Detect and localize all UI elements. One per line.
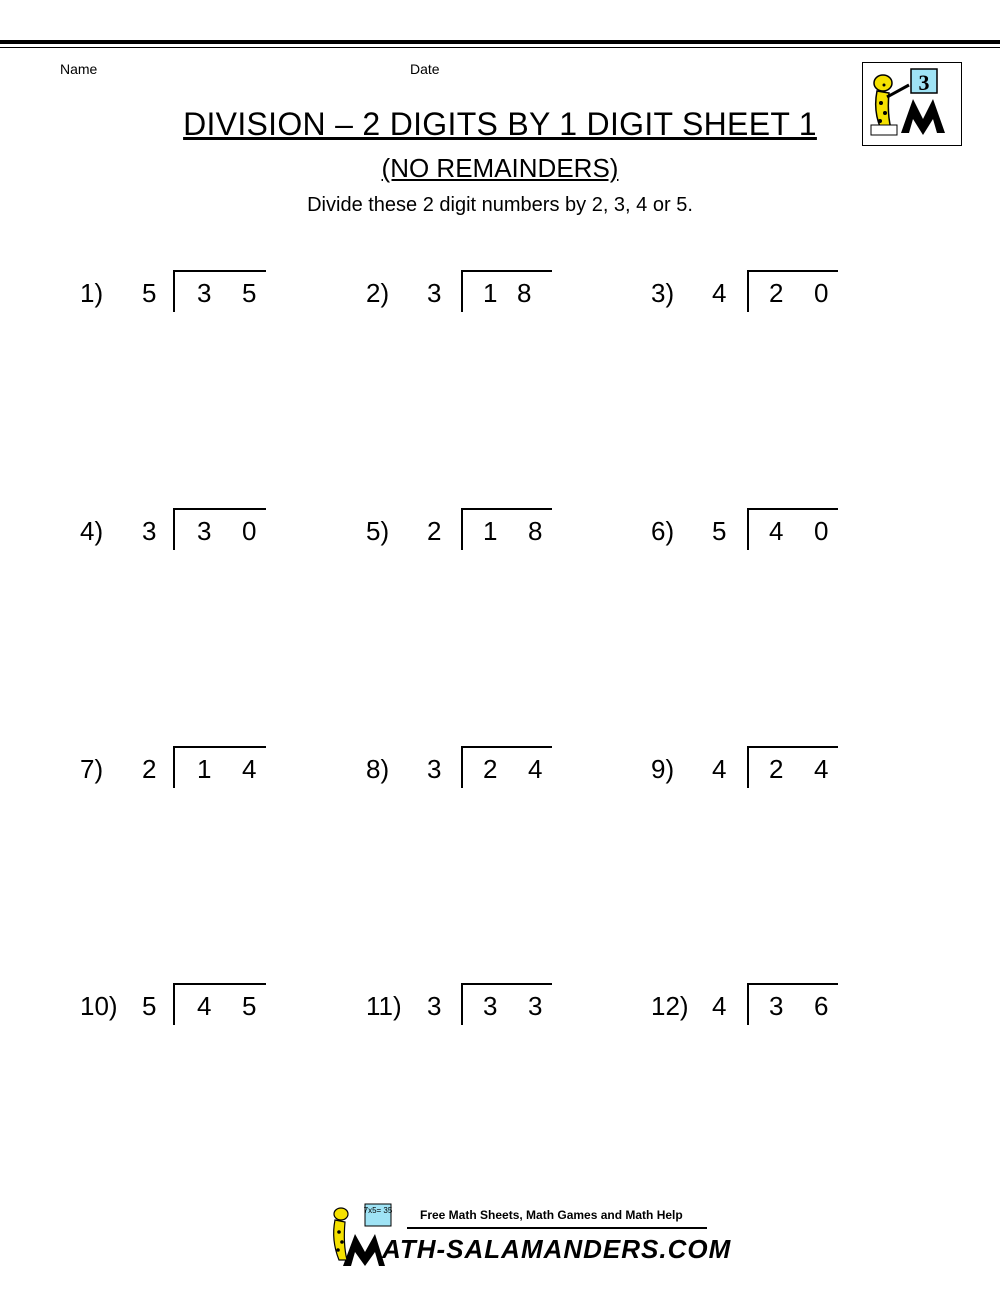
- divisor: 5: [142, 278, 157, 308]
- dividend-tens: 1: [483, 278, 498, 308]
- dividend-tens: 4: [197, 991, 212, 1021]
- divisor: 5: [142, 991, 157, 1021]
- problem-number: 4): [80, 516, 104, 546]
- dividend-ones: 3: [528, 991, 543, 1021]
- problem-number: 6): [651, 516, 675, 546]
- division-bracket: [173, 508, 175, 550]
- problem-number: 2): [366, 278, 390, 308]
- dividend-ones: 4: [814, 754, 829, 784]
- divisor: 4: [712, 754, 727, 784]
- dividend-tens: 1: [197, 754, 212, 784]
- division-bar: [747, 508, 838, 510]
- division-bracket: [747, 983, 749, 1025]
- dividend-tens: 3: [197, 516, 212, 546]
- dividend-ones: 5: [242, 278, 257, 308]
- division-bar: [747, 983, 838, 985]
- divisor: 5: [712, 516, 727, 546]
- dividend-ones: 6: [814, 991, 829, 1021]
- division-bracket: [173, 270, 175, 312]
- division-bracket: [747, 746, 749, 788]
- division-bar: [461, 270, 552, 272]
- date-label: Date: [410, 61, 440, 77]
- instructions: Divide these 2 digit numbers by 2, 3, 4 or 5.: [307, 194, 693, 216]
- division-bar: [461, 746, 552, 748]
- division-bar: [461, 508, 552, 510]
- dividend-ones: 8: [517, 278, 532, 308]
- badge-text: 7x5= 35: [363, 1206, 393, 1215]
- division-bar: [173, 508, 266, 510]
- problem-number: 5): [366, 516, 390, 546]
- divisor: 3: [427, 991, 442, 1021]
- division-bar: [461, 983, 552, 985]
- division-bar: [173, 983, 266, 985]
- dividend-ones: 0: [242, 516, 257, 546]
- division-bracket: [747, 270, 749, 312]
- page-subtitle: (NO REMAINDERS): [381, 153, 619, 183]
- division-bracket: [461, 270, 463, 312]
- divisor: 2: [142, 754, 157, 784]
- division-bracket: [747, 508, 749, 550]
- dividend-tens: 1: [483, 516, 498, 546]
- divisor: 3: [142, 516, 157, 546]
- division-bracket: [461, 508, 463, 550]
- dividend-tens: 3: [769, 991, 784, 1021]
- divisor: 4: [712, 278, 727, 308]
- problem-number: 3): [651, 278, 675, 308]
- dividend-tens: 2: [769, 754, 784, 784]
- division-bracket: [461, 983, 463, 1025]
- divisor: 4: [712, 991, 727, 1021]
- footer-site-name[interactable]: ATH-SALAMANDERS.COM: [382, 1234, 732, 1264]
- division-bar: [173, 270, 266, 272]
- division-bar: [747, 746, 838, 748]
- dividend-ones: 5: [242, 991, 257, 1021]
- divisor: 3: [427, 278, 442, 308]
- dividend-ones: 0: [814, 516, 829, 546]
- divisor: 3: [427, 754, 442, 784]
- dividend-tens: 4: [769, 516, 784, 546]
- dividend-tens: 3: [483, 991, 498, 1021]
- problem-number: 12): [651, 991, 689, 1021]
- dividend-ones: 8: [528, 516, 543, 546]
- problem-number: 1): [80, 278, 104, 308]
- problem-number: 10): [80, 991, 118, 1021]
- division-bar: [747, 270, 838, 272]
- problem-number: 11): [366, 991, 402, 1021]
- dividend-ones: 0: [814, 278, 829, 308]
- top-rule-thin: [0, 47, 1000, 48]
- division-bracket: [173, 983, 175, 1025]
- division-bar: [173, 746, 266, 748]
- dividend-tens: 3: [197, 278, 212, 308]
- problem-number: 7): [80, 754, 104, 784]
- division-bracket: [173, 746, 175, 788]
- top-rule: [0, 40, 1000, 44]
- dividend-tens: 2: [769, 278, 784, 308]
- divisor: 2: [427, 516, 442, 546]
- dividend-tens: 2: [483, 754, 498, 784]
- dividend-ones: 4: [242, 754, 257, 784]
- problem-number: 9): [651, 754, 675, 784]
- footer-tagline: Free Math Sheets, Math Games and Math Help: [420, 1208, 683, 1222]
- dividend-ones: 4: [528, 754, 543, 784]
- name-label: Name: [60, 61, 98, 77]
- problem-number: 8): [366, 754, 390, 784]
- division-bracket: [461, 746, 463, 788]
- page-title: DIVISION – 2 DIGITS BY 1 DIGIT SHEET 1: [183, 106, 817, 142]
- logo-grade: 3: [918, 70, 930, 95]
